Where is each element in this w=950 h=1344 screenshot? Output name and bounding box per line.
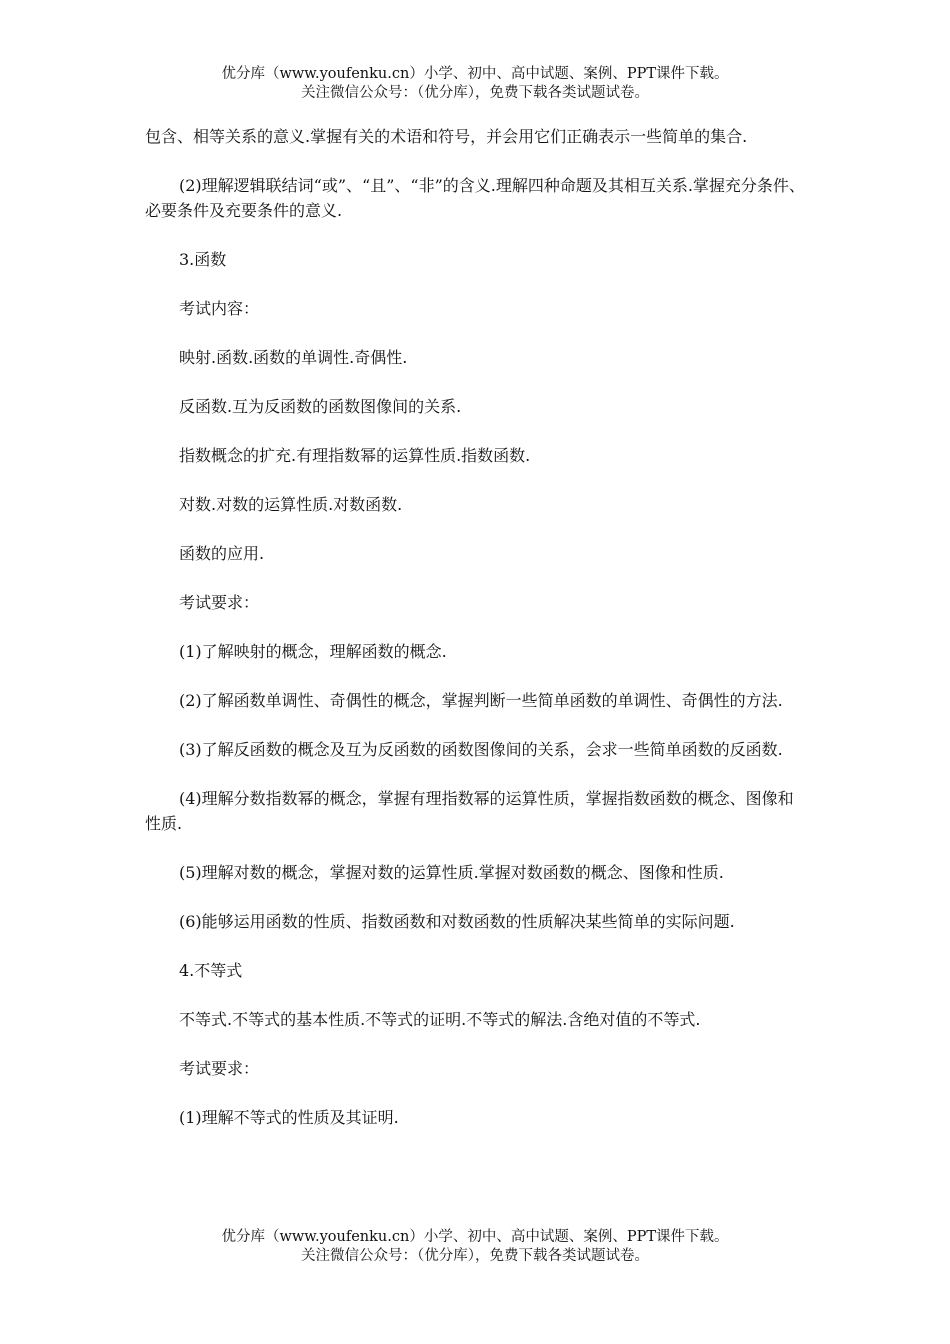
requirement-item: (5)理解对数的概念，掌握对数的运算性质.掌握对数函数的概念、图像和性质. <box>179 863 724 882</box>
header-line-1: 优分库（www.youfenku.cn）小学、初中、高中试题、案例、PPT课件下载。 <box>221 66 729 82</box>
paragraph-logic-requirement: (2)理解逻辑联结词“或”、“且”、“非”的含义.理解四种命题及其相互关系.掌握充分条件、必要条件及充要条件的意义. <box>145 176 805 220</box>
page-footer <box>0 1228 950 1266</box>
requirement-item: (2)了解函数单调性、奇偶性的概念，掌握判断一些简单函数的单调性、奇偶性的方法. <box>179 691 783 710</box>
content-item: 不等式.不等式的基本性质.不等式的证明.不等式的解法.含绝对值的不等式. <box>179 1010 701 1029</box>
footer-line-2: 关注微信公众号：（优分库），免费下载各类试题试卷。 <box>301 1248 649 1264</box>
section-heading-functions: 3.函数 <box>179 250 227 269</box>
content-item: 反函数.互为反函数的函数图像间的关系. <box>179 397 462 416</box>
content-item: 指数概念的扩充.有理指数幂的运算性质.指数函数. <box>179 446 531 465</box>
content-item: 映射.函数.函数的单调性.奇偶性. <box>179 348 408 367</box>
requirement-item: (1)理解不等式的性质及其证明. <box>179 1108 399 1127</box>
header-line-2: 关注微信公众号：（优分库），免费下载各类试题试卷。 <box>301 85 649 101</box>
requirement-item: (1)了解映射的概念，理解函数的概念. <box>179 642 447 661</box>
requirement-item: (3)了解反函数的概念及互为反函数的函数图像间的关系，会求一些简单函数的反函数. <box>179 740 783 759</box>
document-body <box>145 124 809 1154</box>
content-item: 对数.对数的运算性质.对数函数. <box>179 495 403 514</box>
requirement-item: (4)理解分数指数幂的概念，掌握有理指数幂的运算性质，掌握指数函数的概念、图像和性质. <box>145 789 794 833</box>
content-item: 函数的应用. <box>179 544 265 563</box>
requirement-item: (6)能够运用函数的性质、指数函数和对数函数的性质解决某些简单的实际问题. <box>179 912 735 931</box>
footer-line-1: 优分库（www.youfenku.cn）小学、初中、高中试题、案例、PPT课件下载。 <box>221 1229 729 1245</box>
subheading-exam-requirements: 考试要求： <box>179 593 260 612</box>
page-header <box>0 65 950 103</box>
subheading-exam-content: 考试内容： <box>179 299 260 318</box>
section-heading-inequalities: 4.不等式 <box>179 961 243 980</box>
subheading-exam-requirements: 考试要求： <box>179 1059 260 1078</box>
paragraph-continued: 包含、相等关系的意义.掌握有关的术语和符号，并会用它们正确表示一些简单的集合. <box>145 127 748 146</box>
